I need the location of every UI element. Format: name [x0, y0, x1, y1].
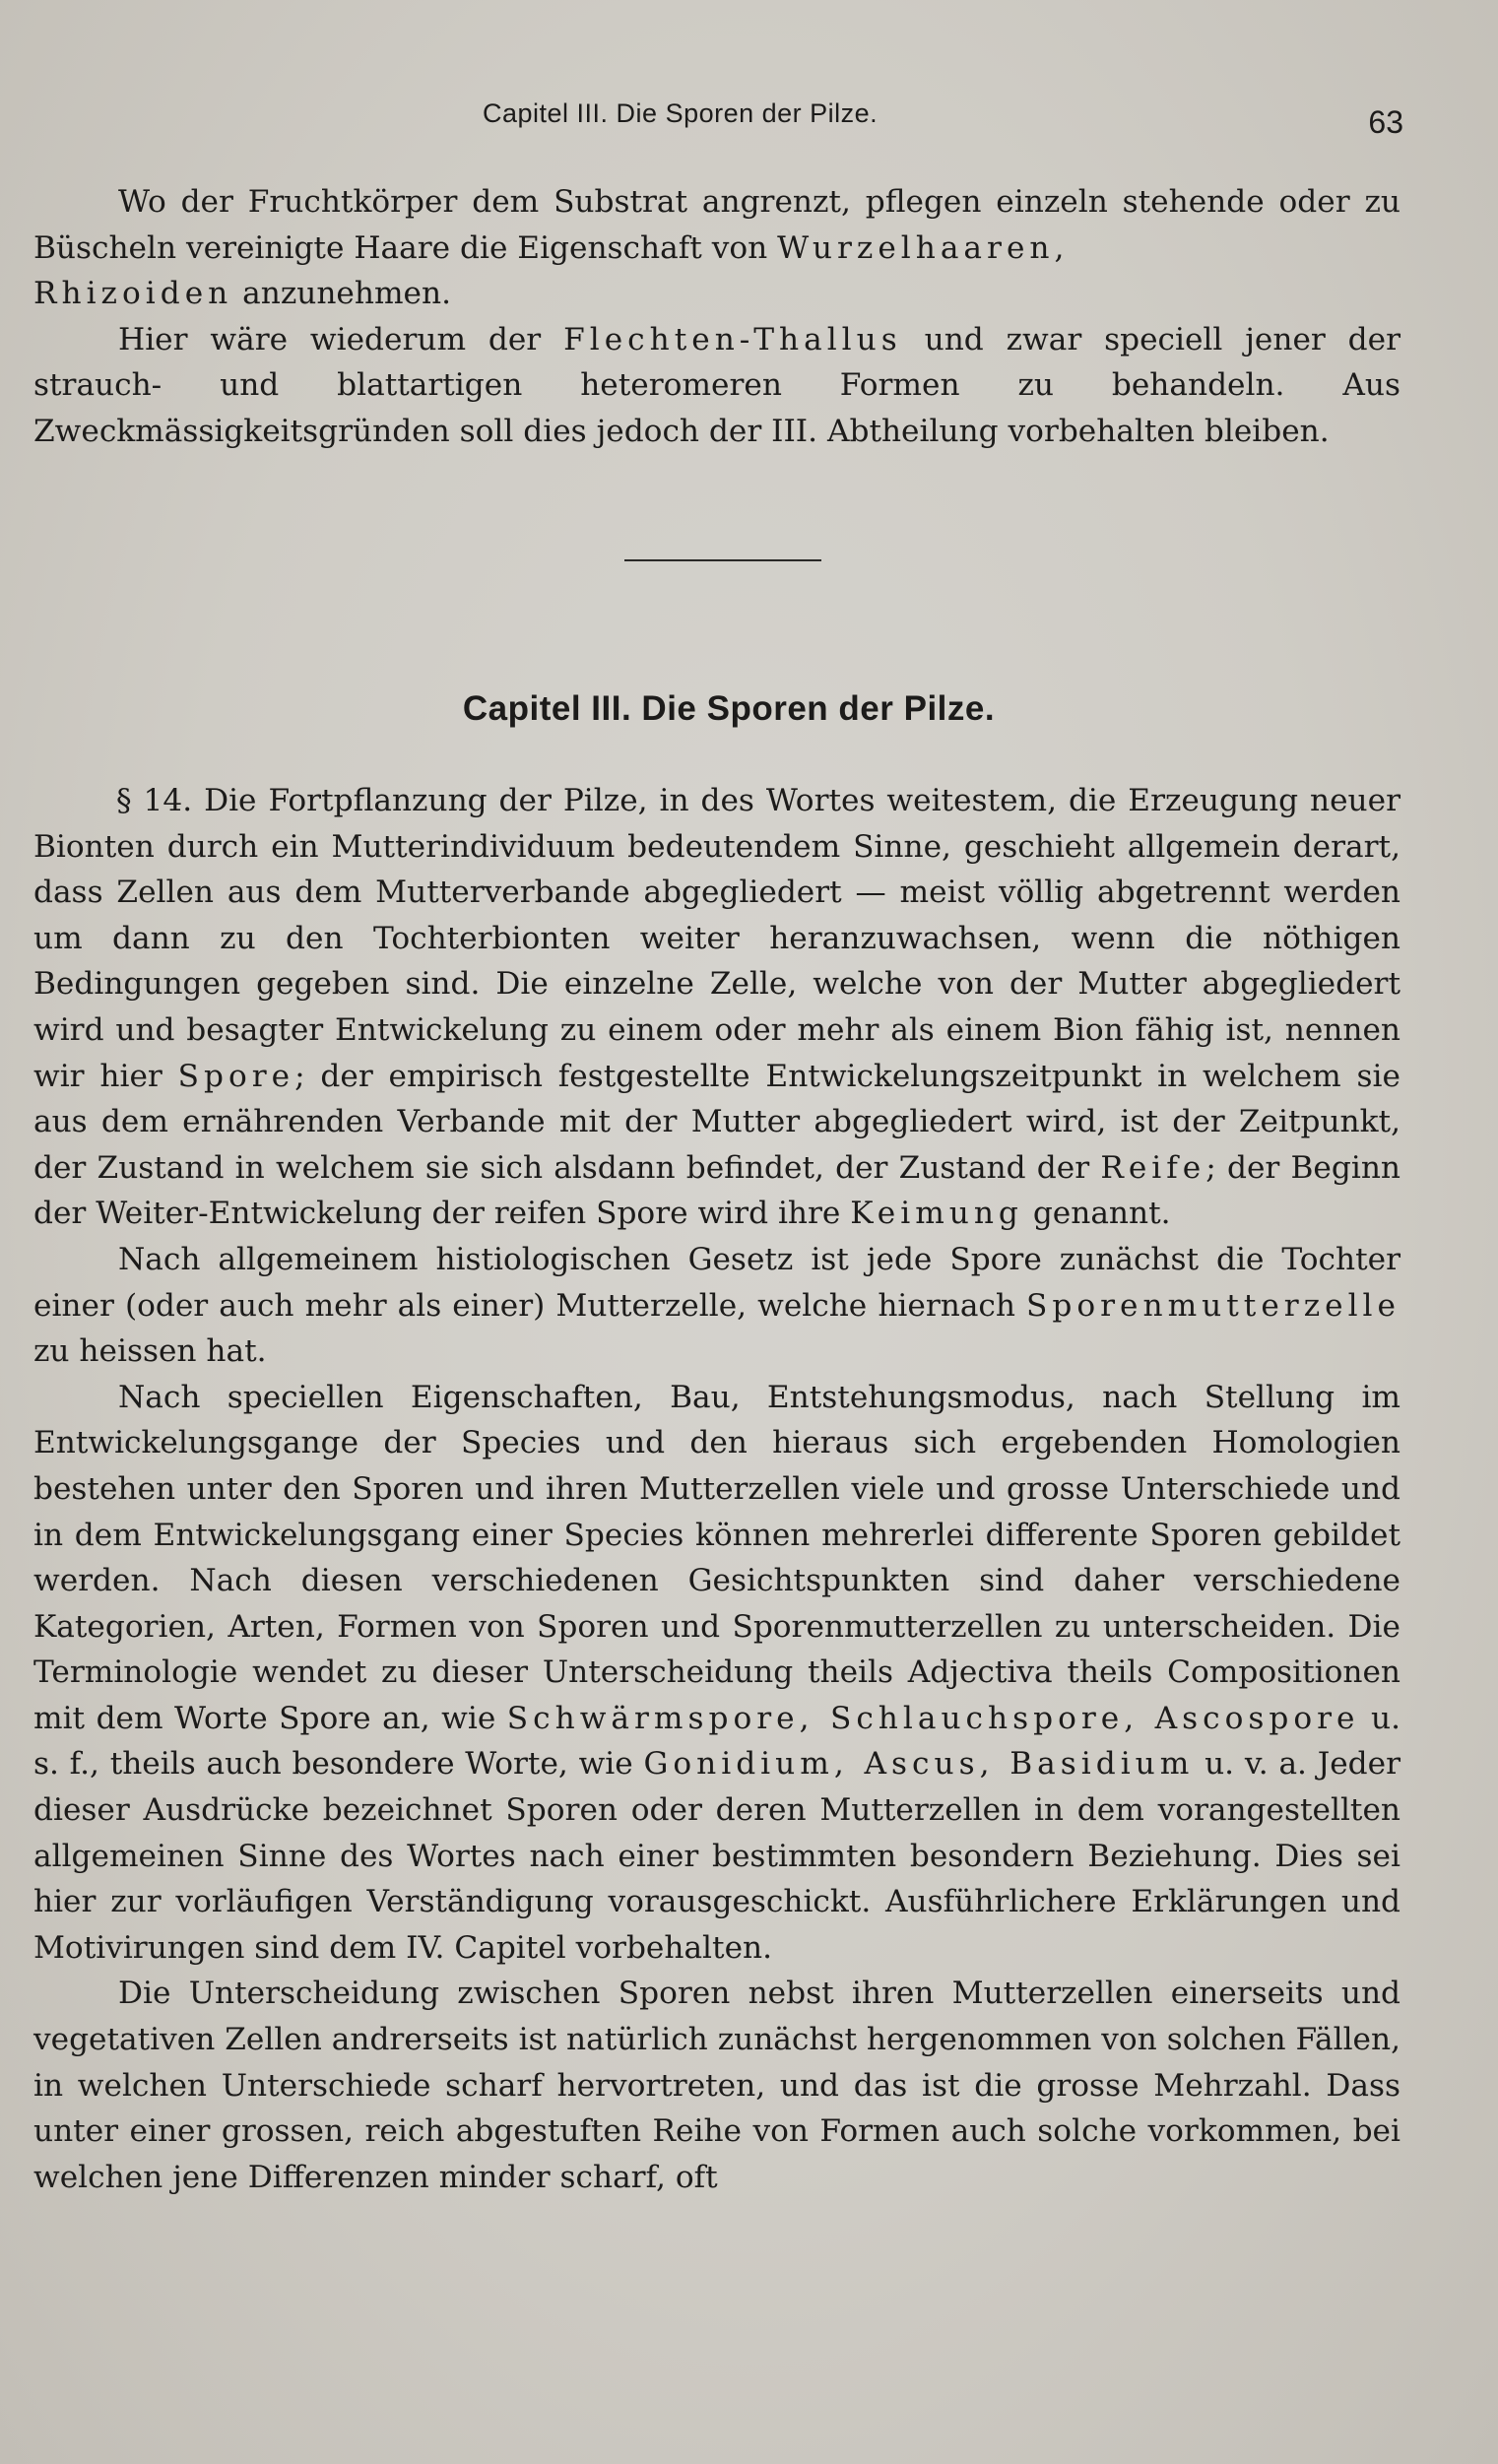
chapter-heading: Capitel III. Die Sporen der Pilze.	[462, 689, 996, 728]
term-spore: Spore	[177, 1058, 295, 1094]
term-gonidium-ascus-basidium: Gonidium, Ascus, Basidium	[643, 1746, 1195, 1783]
section-divider	[624, 559, 821, 561]
term-keimung: Keimung	[850, 1196, 1023, 1232]
paragraph-section-14: § 14. Die Fortpflanzung der Pilze, in des Wortes weitestem, die Erzeugung neuer Bionten durch ein Mutterindividuum bedeutendem Sinne, geschieht allgemein derart, dass Zellen aus dem Mutterverbande abgegliedert — meist völlig abgetrennt werden um dann zu den Tochterbionten weiter heranzuwachsen, wenn die nöthigen Bedingungen gegeben sind. Die einzelne Zelle, welche von der Mutter abgegliedert wird und besagter Entwickelung zu einem oder mehr als einem Bion fähig ist, nennen wir hier Spore; der empirisch festgestellte Entwickelungszeitpunkt in welchem sie aus dem ernährenden Verbande mit der Mutter abgegliedert wird, ist der Zeitpunkt, der Zustand in welchem sie sich alsdann befindet, der Zustand der Reife; der Beginn der Weiter-Entwickelung der reifen Spore wird ihre Keimung genannt.	[33, 783, 1400, 1232]
term-wurzelhaaren: Wurzelhaaren,	[777, 229, 1070, 266]
page-number: 63	[1368, 104, 1403, 140]
term-reife: Reife	[1100, 1149, 1206, 1186]
term-flechten-thallus: Flechten-Thallus	[563, 321, 902, 357]
section-14-text	[33, 778, 1400, 2200]
paragraph-rhizoids: Wo der Fruchtkörper dem Substrat angrenzt, pflegen einzeln stehende oder zu Büscheln vereinigte Haare die Eigenschaft von Wurzelhaaren, Rhizoiden anzunehmen.	[33, 184, 1400, 312]
paragraph-mutterzelle: Nach allgemeinem histiologischen Gesetz ist jede Spore zunächst die Tochter einer (oder auch mehr als einer) Mutterzelle, welche hiernach Sporenmutterzelle zu heissen hat.	[33, 1241, 1400, 1370]
top-text-block	[33, 179, 1400, 455]
term-spore-types: Schwärmspore, Schlauchspore, Ascospore	[506, 1700, 1360, 1736]
term-rhizoiden: Rhizoiden	[33, 276, 233, 312]
term-sporenmutterzelle: Sporenmutterzelle	[1026, 1287, 1400, 1324]
paragraph-unterscheidung: Die Unterscheidung zwischen Sporen nebst ihren Mutterzellen einerseits und vegetativen Zellen andrerseits ist natürlich zunächst hergenommen von solchen Fällen, in welchen Unterschiede scharf hervortreten, und das ist die grosse Mehrzahl. Dass unter einer grossen, reich abgestuften Reihe von Formen auch solche vorkommen, bei welchen jene Differenzen minder scharf, oft	[33, 1976, 1400, 2195]
paragraph-flechten: Hier wäre wiederum der Flechten-Thallus und zwar speciell jener der strauch- und blattartigen heteromeren Formen zu behandeln. Aus Zweckmässigkeitsgründen soll dies jedoch der III. Abtheilung vorbehalten bleiben.	[33, 321, 1401, 449]
running-title: Capitel III. Die Sporen der Pilze.	[483, 98, 879, 128]
page-header	[0, 95, 1498, 154]
paragraph-terminologie: Nach speciellen Eigenschaften, Bau, Entstehungsmodus, nach Stellung im Entwickelungsgange der Species und den hieraus sich ergebenden Homologien bestehen unter den Sporen und ihren Mutterzellen viele und grosse Unterschiede und in dem Entwickelungsgang einer Species können mehrerlei differente Sporen gebildet werden. Nach diesen verschiedenen Gesichtspunkten sind daher verschiedene Kategorien, Arten, Formen von Sporen und Sporenmutterzellen zu unterscheiden. Die Terminologie wendet zu dieser Unterscheidung theils Adjectiva theils Compositionen mit dem Worte Spore an, wie Schwärmspore, Schlauchspore, Ascospore u. s. f., theils auch besondere Worte, wie Gonidium, Ascus, Basidium u. v. a. Jeder dieser Ausdrücke bezeichnet Sporen oder deren Mutterzellen in dem vorangestellten allgemeinen Sinne des Wortes nach einer bestimmten besondern Beziehung. Dies sei hier zur vorläufigen Verständigung vorausgeschickt. Ausführlichere Erklärungen und Motivirungen sind dem IV. Capitel vorbehalten.	[33, 1379, 1400, 1966]
